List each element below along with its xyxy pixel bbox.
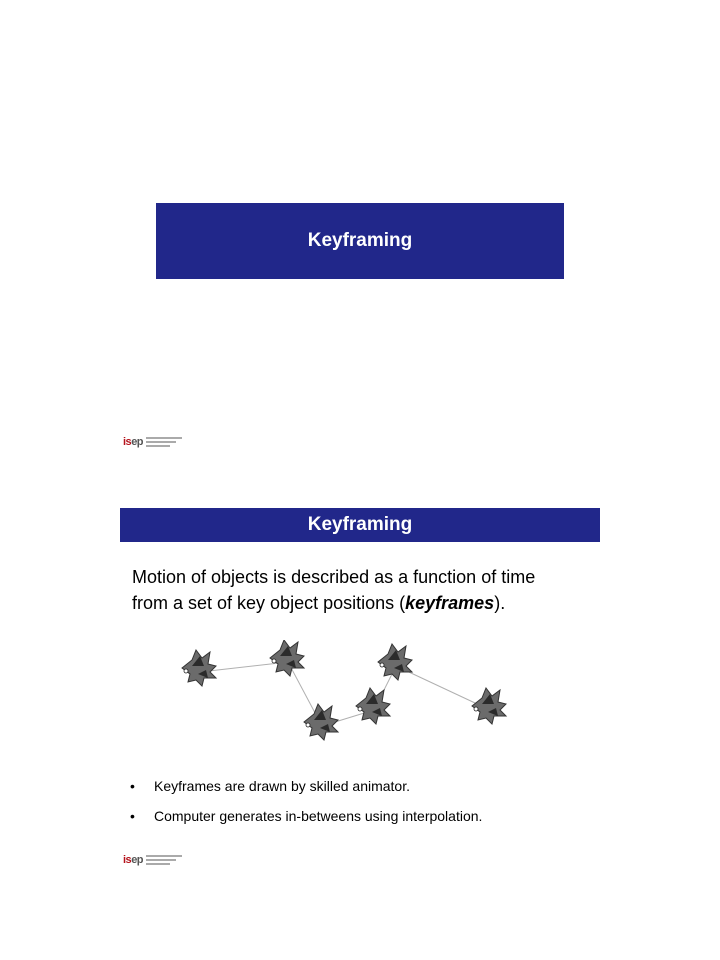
isep-logo: isep xyxy=(123,854,182,866)
keyframes-term: keyframes xyxy=(405,593,495,613)
eagle-icon xyxy=(378,644,412,680)
eagle-icon xyxy=(270,640,304,676)
title-box: Keyframing xyxy=(156,203,564,279)
isep-logo: isep xyxy=(123,436,182,448)
intro-text: Motion of objects is described as a function of time from a set of key object positions (keyframes). xyxy=(132,567,536,613)
list-item: • Keyframes are drawn by skilled animator. xyxy=(130,778,410,794)
logo-fine-print xyxy=(146,437,182,447)
keyframe-figure xyxy=(170,640,530,755)
list-item: • Computer generates in-betweens using interpolation. xyxy=(130,808,483,824)
bullet-list xyxy=(130,777,610,837)
slide-2 xyxy=(0,480,720,960)
eagle-icon xyxy=(304,704,338,740)
trajectory-lines xyxy=(200,662,490,726)
eagle-icon xyxy=(182,650,216,686)
title-bar: Keyframing xyxy=(120,508,600,542)
eagle-icon xyxy=(356,688,390,724)
logo-fine-print xyxy=(146,855,182,865)
eagle-icon xyxy=(472,688,506,724)
